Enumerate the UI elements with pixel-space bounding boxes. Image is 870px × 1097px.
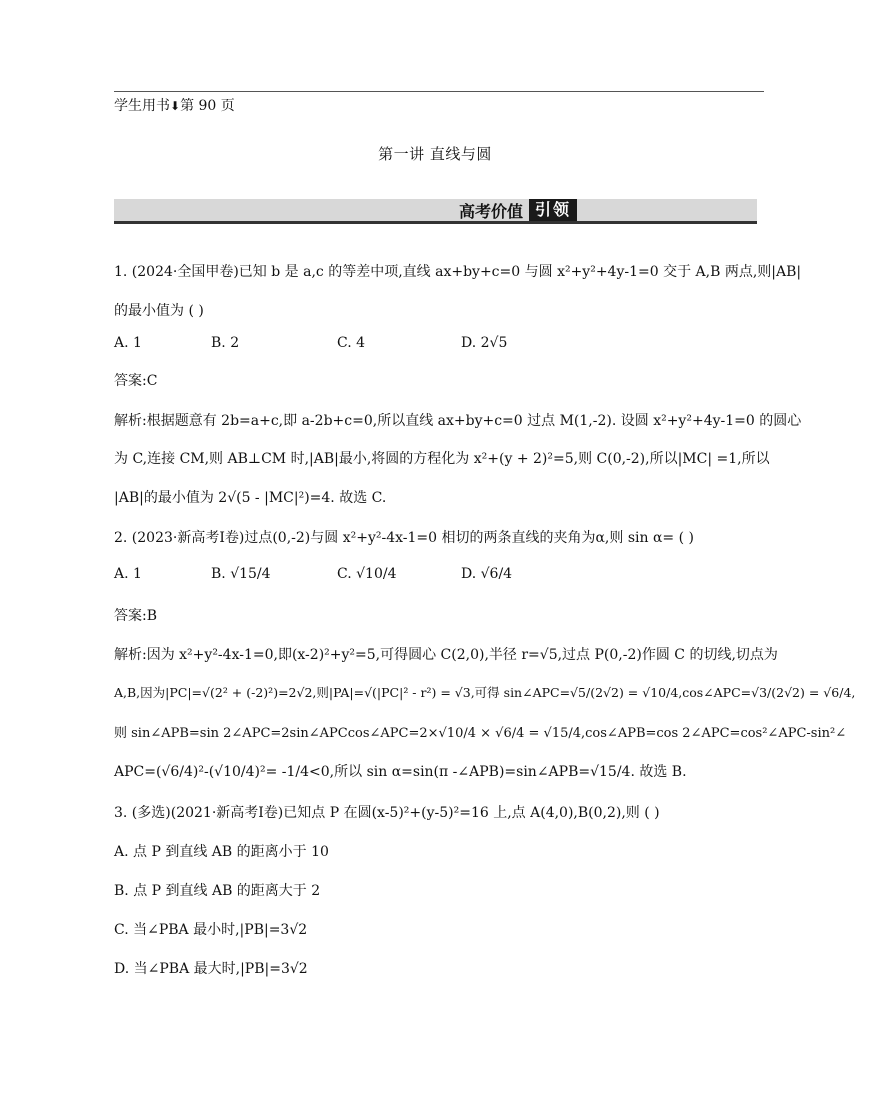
down-arrow-icon: ⬇ xyxy=(170,99,181,113)
q3-option-c: C. 当∠PBA 最小时,|PB|=3√2 xyxy=(114,922,308,938)
q2-analysis-line2: A,B,因为|PC|=√(2² + (-2)²)=2√2,则|PA|=√(|PC|² - r²) = √3,可得 sin∠APC=√5/(2√2) = √10/4,cos∠APC=√3/(2√2) = √6/4, xyxy=(114,685,856,700)
q2-option-c: C. √10/4 xyxy=(337,566,397,582)
q3-option-d: D. 当∠PBA 最大时,|PB|=3√2 xyxy=(114,961,308,977)
q2-analysis-line3: 则 sin∠APB=sin 2∠APC=2sin∠APCcos∠APC=2×√10/4 × √6/4 = √15/4,cos∠APB=cos 2∠APC=cos²∠APC-sin²∠ xyxy=(114,726,847,741)
header-page: 第 90 页 xyxy=(180,98,235,114)
q2-stem: 2. (2023·新高考Ⅰ卷)过点(0,-2)与圆 x²+y²-4x-1=0 相切的两条直线的夹角为α,则 sin α= ( ) xyxy=(114,530,694,546)
q2-option-b: B. √15/4 xyxy=(211,566,271,582)
q1-option-b: B. 2 xyxy=(211,335,240,351)
q1-stem-line1: 1. (2024·全国甲卷)已知 b 是 a,c 的等差中项,直线 ax+by+c=0 与圆 x²+y²+4y-1=0 交于 A,B 两点,则|AB| xyxy=(114,264,802,280)
q1-option-c: C. 4 xyxy=(337,335,366,351)
q2-answer: 答案:B xyxy=(114,608,158,624)
banner-right-text: 引领 xyxy=(529,199,577,221)
q3-stem: 3. (多选)(2021·新高考Ⅰ卷)已知点 P 在圆(x-5)²+(y-5)²=16 上,点 A(4,0),B(0,2),则 ( ) xyxy=(114,805,660,821)
q1-analysis-line1: 解析:根据题意有 2b=a+c,即 a-2b+c=0,所以直线 ax+by+c=0 过点 M(1,-2). 设圆 x²+y²+4y-1=0 的圆心 xyxy=(114,413,802,429)
lecture-title: 第一讲 直线与圆 xyxy=(378,145,492,163)
section-banner xyxy=(114,199,757,224)
q3-option-a: A. 点 P 到直线 AB 的距离小于 10 xyxy=(114,844,329,860)
q1-stem-line2: 的最小值为 ( ) xyxy=(114,303,204,319)
header-book: 学生用书 xyxy=(114,98,170,114)
q2-analysis-line1: 解析:因为 x²+y²-4x-1=0,即(x-2)²+y²=5,可得圆心 C(2,0),半径 r=√5,过点 P(0,-2)作圆 C 的切线,切点为 xyxy=(114,647,778,663)
q3-option-b: B. 点 P 到直线 AB 的距离大于 2 xyxy=(114,883,321,899)
q1-analysis-line3: |AB|的最小值为 2√(5 - |MC|²)=4. 故选 C. xyxy=(114,490,387,506)
q1-analysis-line2: 为 C,连接 CM,则 AB⊥CM 时,|AB|最小,将圆的方程化为 x²+(y + 2)²=5,则 C(0,-2),所以|MC| =1,所以 xyxy=(114,451,770,467)
q2-analysis-line4: APC=(√6/4)²-(√10/4)²= -1/4<0,所以 sin α=sin(π -∠APB)=sin∠APB=√15/4. 故选 B. xyxy=(114,764,687,780)
q2-option-d: D. √6/4 xyxy=(461,566,513,582)
q1-option-d: D. 2√5 xyxy=(461,335,508,351)
header-rule xyxy=(114,91,764,92)
page-header xyxy=(114,95,235,115)
q1-option-a: A. 1 xyxy=(114,335,142,351)
q2-option-a: A. 1 xyxy=(114,566,142,582)
banner-left-text: 高考价值 xyxy=(459,201,524,221)
q1-answer: 答案:C xyxy=(114,373,158,389)
